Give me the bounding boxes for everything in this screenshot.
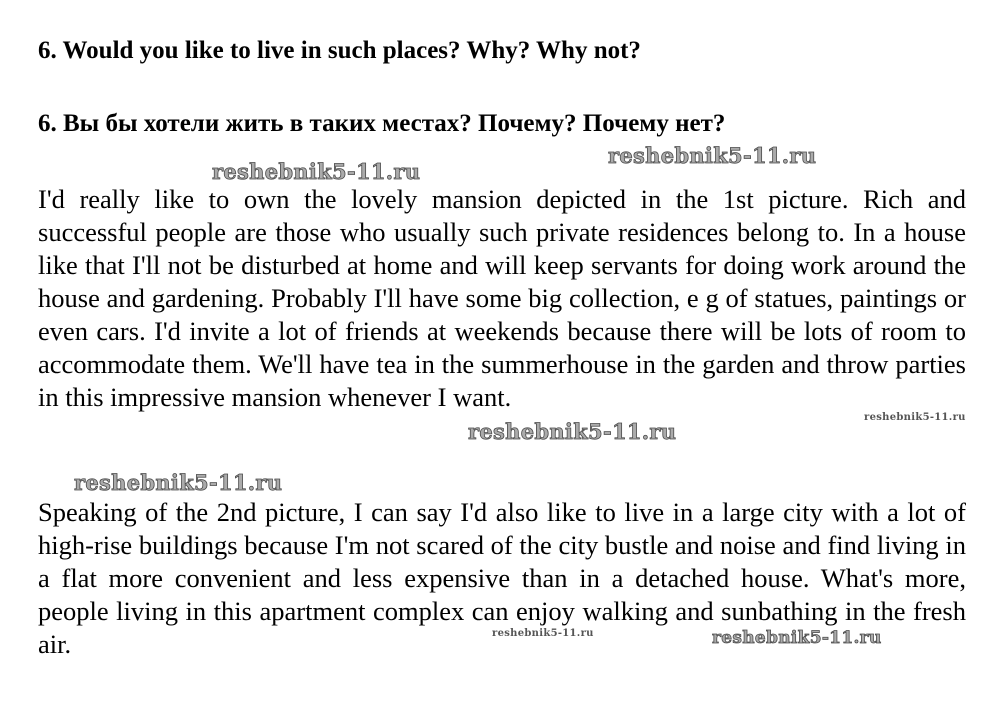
watermark-logo: reshebnik5-11.ru xyxy=(212,159,421,184)
watermark-logo: reshebnik5-11.ru xyxy=(712,628,882,648)
watermark-logo-small: reshebnik5-11.ru xyxy=(492,628,594,639)
answer-paragraph-mansion: I'd really like to own the lovely mansion depicted in the 1st picture. Rich and successful people are those who usually such private residences belong to. In a house like that I'll not be disturbed at home and will keep servants for doing work around the house and gardening. Probably I'll have some big collection, e g of statues, paintings or even cars. I'd invite a lot of friends at weekends because there will be lots of room to accommodate them. We'll have tea in the summerhouse in the garden and throw parties in this impressive mansion whenever I want. xyxy=(38,184,966,412)
watermark-logo: reshebnik5-11.ru xyxy=(468,419,677,444)
question-heading-russian: 6. Вы бы хотели жить в таких местах? Почему? Почему нет? xyxy=(38,110,726,137)
question-heading-english: 6. Would you like to live in such places? Why? Why not? xyxy=(38,37,641,64)
watermark-logo: reshebnik5-11.ru xyxy=(608,143,817,168)
watermark-logo-small: reshebnik5-11.ru xyxy=(864,412,966,423)
watermark-logo: reshebnik5-11.ru xyxy=(74,470,283,495)
answer-paragraph-city: Speaking of the 2nd picture, I can say I'd also like to live in a large city with a lot of high-rise buildings because I'm not scared of the city bustle and noise and find living in a flat more convenient and less expensive than in a detached house. What's more, people living in this apartment complex can enjoy walking and sunbathing in the fresh air. xyxy=(38,497,966,659)
